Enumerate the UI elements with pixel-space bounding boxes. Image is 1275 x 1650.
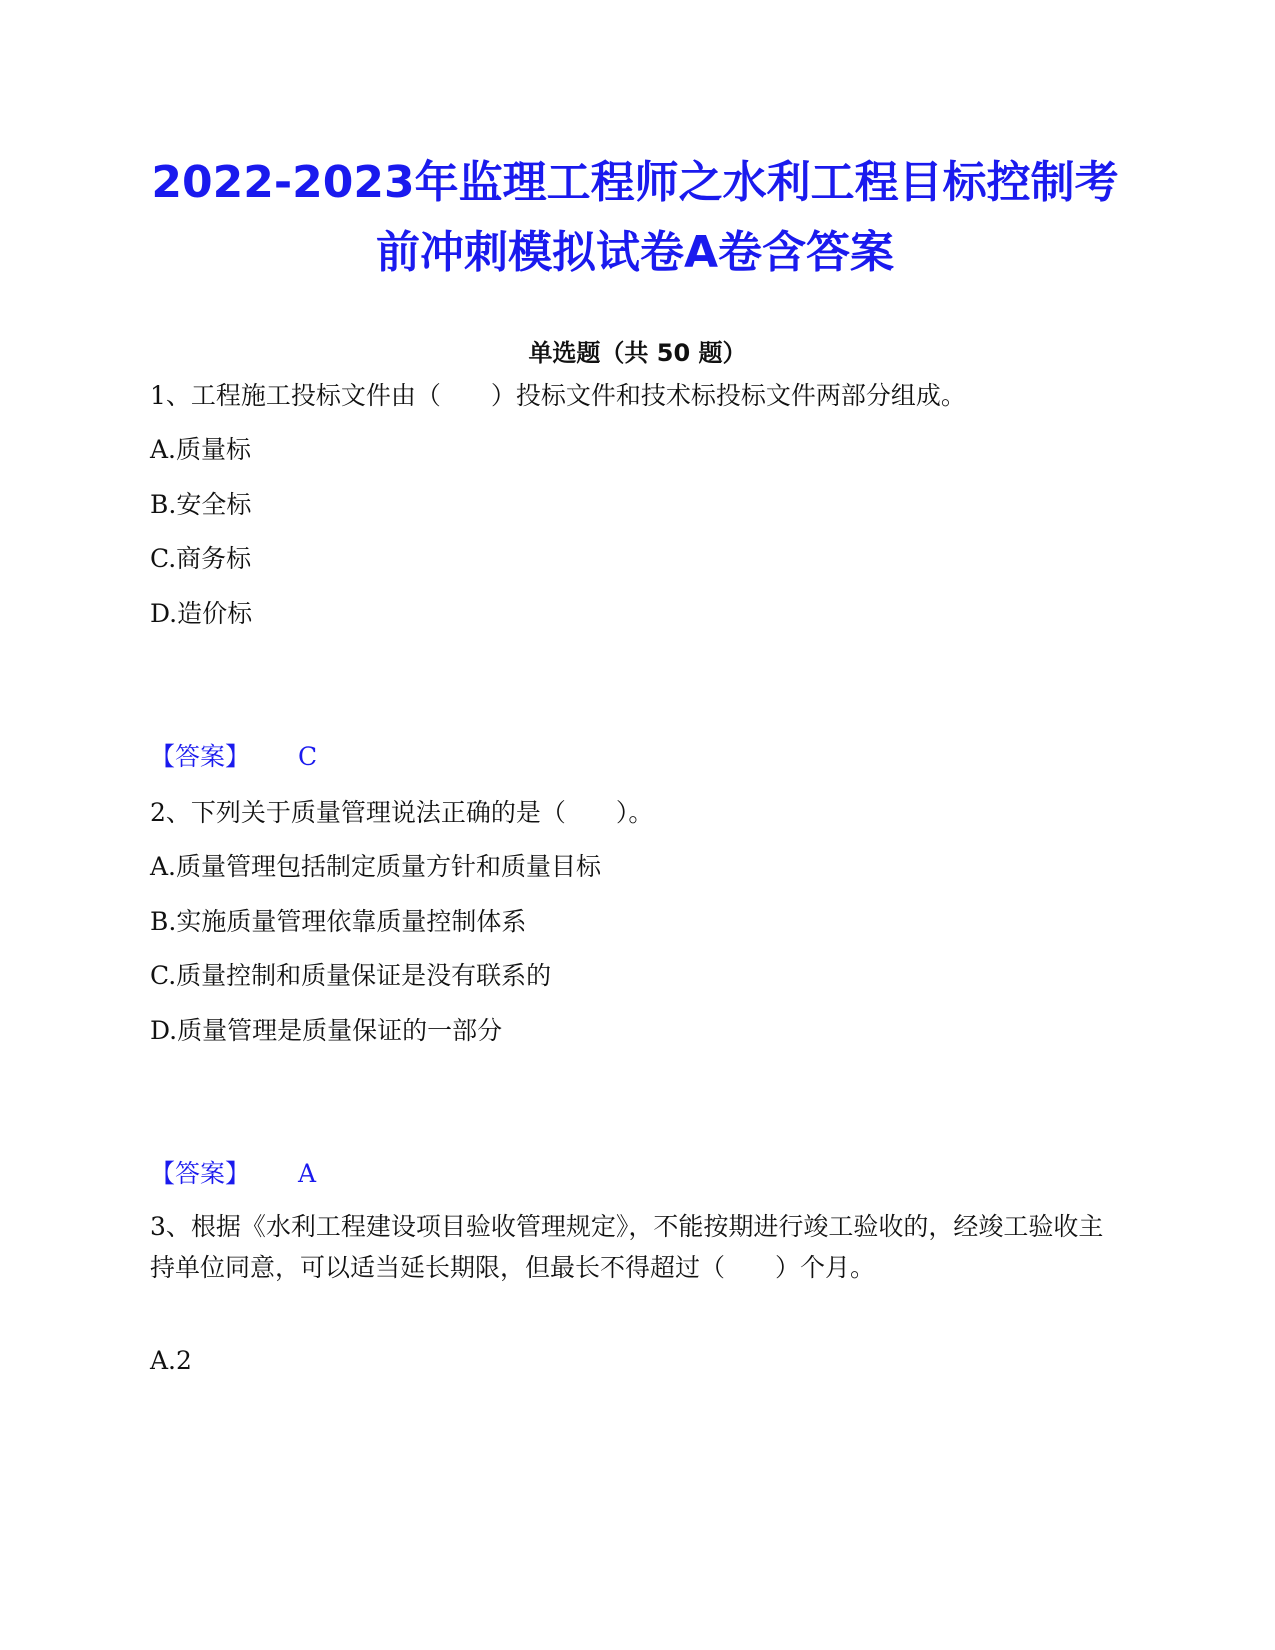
answer-value: C (298, 742, 318, 771)
question-1-answer (150, 741, 317, 773)
question-2-option-b: B.实施质量管理依靠质量控制体系 (150, 907, 527, 936)
question-2-option-a: A.质量管理包括制定质量方针和质量目标 (150, 852, 602, 881)
question-2-stem: 2、下列关于质量管理说法正确的是（ ）。 (150, 798, 654, 827)
question-1-stem: 1、工程施工投标文件由（ ）投标文件和技术标投标文件两部分组成。 (150, 381, 966, 410)
question-2-option-c: C.质量控制和质量保证是没有联系的 (150, 961, 552, 990)
question-3-stem: 3、根据《水利工程建设项目验收管理规定》，不能按期进行竣工验收的，经竣工验收主持单位同意，可以适当延长期限，但最长不得超过（ ）个月。 (150, 1212, 1104, 1282)
answer-label: 【答案】 (150, 1159, 251, 1188)
answer-value: A (298, 1159, 317, 1188)
question-1-option-a: A.质量标 (150, 435, 252, 464)
document-title: 2022-2023年监理工程师之水利工程目标控制考前冲刺模拟试卷A卷含答案 (151, 157, 1119, 278)
question-1-option-d: D.造价标 (150, 599, 253, 628)
question-1-option-c: C.商务标 (150, 544, 252, 573)
question-2-option-d: D.质量管理是质量保证的一部分 (150, 1016, 503, 1045)
question-2-answer (150, 1158, 316, 1190)
question-1-option-b: B.安全标 (150, 490, 252, 519)
question-3-option-a: A.2 (150, 1346, 192, 1375)
answer-label: 【答案】 (150, 742, 251, 771)
section-heading: 单选题（共 50 题） (528, 339, 747, 367)
